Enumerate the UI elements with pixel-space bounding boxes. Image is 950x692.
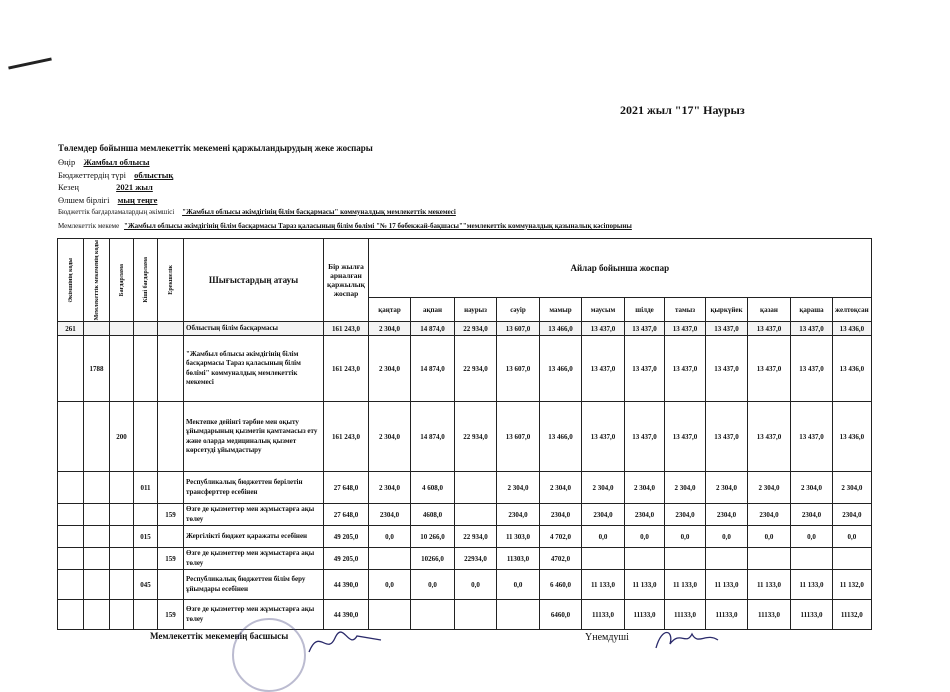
code-cell: 159	[158, 504, 184, 526]
expense-name-cell: Өзге де қызметтер мен жұмыстарға ақы төлеу	[184, 504, 324, 526]
period-row	[58, 182, 153, 192]
admin-value: "Жамбыл облысы әкімдігінің білім басқармасы" коммуналдық мемлекеттік мекемесі	[182, 208, 456, 216]
document-title: Төлемдер бойынша мемлекеттік мекемені қаржыландырудың жеке жоспары	[58, 143, 373, 153]
month-value-cell: 13 437,0	[706, 322, 748, 336]
document-date: 2021 жыл "17" Наурыз	[620, 103, 745, 117]
month-header: наурыз	[455, 298, 497, 322]
month-value-cell: 11 303,0	[497, 526, 540, 548]
month-header: қазан	[748, 298, 791, 322]
month-value-cell	[582, 548, 625, 570]
month-header: мамыр	[540, 298, 582, 322]
month-value-cell: 13 607,0	[497, 322, 540, 336]
expense-name-cell: Өзге де қызметтер мен жұмыстарға ақы төлеу	[184, 600, 324, 630]
month-value-cell: 11 133,0	[582, 570, 625, 600]
expense-name-cell: Республикалық бюджеттен білім беру ұйымдары есебінен	[184, 570, 324, 600]
code-cell: 261	[58, 322, 84, 336]
month-value-cell: 13 437,0	[791, 402, 833, 472]
month-value-cell: 2304,0	[791, 504, 833, 526]
month-value-cell: 0,0	[706, 526, 748, 548]
table-row	[58, 548, 872, 570]
table-row	[58, 600, 872, 630]
month-header: қараша	[791, 298, 833, 322]
month-value-cell: 0,0	[455, 570, 497, 600]
month-value-cell: 13 437,0	[665, 322, 706, 336]
budget-type-row	[58, 170, 173, 180]
period-label: Кезең	[58, 182, 79, 192]
admin-label: Бюджеттік бағдарламалардың әкімшісі	[58, 208, 175, 216]
month-value-cell	[455, 472, 497, 504]
month-value-cell: 13 466,0	[540, 336, 582, 402]
code-cell	[134, 600, 158, 630]
expense-name-cell: Өзге де қызметтер мен жұмыстарға ақы төлеу	[184, 548, 324, 570]
code-cell	[84, 322, 110, 336]
month-value-cell: 2 304,0	[369, 336, 411, 402]
budget-type-value: облыстық	[134, 170, 174, 180]
code-cell	[58, 548, 84, 570]
month-value-cell: 2304,0	[540, 504, 582, 526]
table-row	[58, 504, 872, 526]
code-cell	[84, 402, 110, 472]
month-value-cell: 22 934,0	[455, 402, 497, 472]
month-header: сәуір	[497, 298, 540, 322]
annual-plan-cell: 44 390,0	[324, 570, 369, 600]
code-cell	[110, 526, 134, 548]
code-cell: 159	[158, 600, 184, 630]
month-value-cell	[625, 548, 665, 570]
table-row	[58, 526, 872, 548]
month-value-cell: 11 133,0	[665, 570, 706, 600]
month-value-cell: 13 437,0	[706, 402, 748, 472]
code-cell: 011	[134, 472, 158, 504]
month-value-cell: 0,0	[791, 526, 833, 548]
month-header: тамыз	[665, 298, 706, 322]
month-value-cell: 22 934,0	[455, 322, 497, 336]
month-value-cell: 2 304,0	[833, 472, 872, 504]
header-monthly-plan: Айлар бойынша жоспар	[369, 239, 872, 298]
month-value-cell: 13 437,0	[665, 402, 706, 472]
code-cell	[158, 336, 184, 402]
month-value-cell: 13 436,0	[833, 402, 872, 472]
annual-plan-cell: 44 390,0	[324, 600, 369, 630]
month-header: қаңтар	[369, 298, 411, 322]
institution-value: "Жамбыл облысы әкімдігінің білім басқармасы Тараз қаласының білім бөлімі "№ 17 бөбекжай-бақшасы""мемлекеттік коммуналдық қазыналық кәсіпорыны	[123, 222, 632, 230]
code-cell	[158, 570, 184, 600]
month-value-cell: 6460,0	[540, 600, 582, 630]
code-cell	[58, 570, 84, 600]
month-value-cell: 11303,0	[497, 548, 540, 570]
expense-name-cell: "Жамбыл облысы әкімдігінің білім басқармасы Тараз қаласының білім бөлімі" коммуналдық мемлекеттік мекемесі	[184, 336, 324, 402]
month-value-cell: 13 466,0	[540, 402, 582, 472]
month-value-cell: 0,0	[369, 526, 411, 548]
header-subprogram: Кіші бағдарлама	[134, 239, 158, 322]
month-value-cell: 2 304,0	[582, 472, 625, 504]
code-cell	[84, 504, 110, 526]
month-value-cell: 13 437,0	[625, 322, 665, 336]
month-value-cell: 13 437,0	[625, 336, 665, 402]
annual-plan-cell: 161 243,0	[324, 322, 369, 336]
month-value-cell	[791, 548, 833, 570]
month-value-cell: 13 437,0	[791, 336, 833, 402]
unit-row	[58, 195, 157, 205]
month-value-cell: 11 132,0	[833, 570, 872, 600]
period-value: 2021 жыл	[116, 182, 153, 192]
code-cell	[58, 526, 84, 548]
month-value-cell: 13 437,0	[791, 322, 833, 336]
month-value-cell	[833, 548, 872, 570]
code-cell	[58, 504, 84, 526]
month-value-cell: 2304,0	[748, 504, 791, 526]
table-row	[58, 322, 872, 336]
month-value-cell: 2304,0	[665, 504, 706, 526]
code-cell	[134, 402, 158, 472]
code-cell	[110, 548, 134, 570]
month-value-cell: 13 607,0	[497, 336, 540, 402]
month-value-cell: 2 304,0	[369, 322, 411, 336]
month-value-cell: 13 437,0	[665, 336, 706, 402]
code-cell: 159	[158, 548, 184, 570]
month-value-cell: 4608,0	[411, 504, 455, 526]
month-value-cell	[369, 548, 411, 570]
code-cell	[58, 402, 84, 472]
month-value-cell: 13 437,0	[748, 402, 791, 472]
month-value-cell: 11 133,0	[791, 570, 833, 600]
header-admin-code: Әкімшінің коды	[58, 239, 84, 322]
month-value-cell: 13 437,0	[582, 336, 625, 402]
month-value-cell	[748, 548, 791, 570]
month-value-cell	[455, 504, 497, 526]
month-value-cell: 11133,0	[748, 600, 791, 630]
code-cell	[110, 504, 134, 526]
month-header: ақпан	[411, 298, 455, 322]
annual-plan-cell: 49 205,0	[324, 526, 369, 548]
month-value-cell: 13 466,0	[540, 322, 582, 336]
code-cell	[110, 336, 134, 402]
director-signature-label: Мемлекеттік мекеменің басшысы	[150, 631, 289, 641]
code-cell	[110, 600, 134, 630]
month-value-cell: 2304,0	[706, 504, 748, 526]
month-value-cell: 2 304,0	[791, 472, 833, 504]
month-value-cell: 2 304,0	[497, 472, 540, 504]
code-cell	[158, 402, 184, 472]
code-cell	[84, 600, 110, 630]
month-value-cell: 2304,0	[369, 504, 411, 526]
month-value-cell: 11133,0	[706, 600, 748, 630]
code-cell	[110, 570, 134, 600]
code-cell	[58, 336, 84, 402]
month-value-cell: 22934,0	[455, 548, 497, 570]
month-value-cell: 14 874,0	[411, 336, 455, 402]
month-value-cell: 11 133,0	[625, 570, 665, 600]
month-header: желтоқсан	[833, 298, 872, 322]
code-cell	[134, 322, 158, 336]
region-label: Өңір	[58, 157, 76, 167]
month-value-cell: 0,0	[665, 526, 706, 548]
code-cell	[58, 600, 84, 630]
annual-plan-cell: 27 648,0	[324, 504, 369, 526]
code-cell	[84, 526, 110, 548]
code-cell: 200	[110, 402, 134, 472]
month-value-cell: 2 304,0	[540, 472, 582, 504]
code-cell	[84, 472, 110, 504]
month-header: маусым	[582, 298, 625, 322]
code-cell	[158, 322, 184, 336]
month-value-cell: 11133,0	[582, 600, 625, 630]
month-value-cell: 0,0	[625, 526, 665, 548]
month-value-cell: 14 874,0	[411, 322, 455, 336]
expense-name-cell: Республикалық бюджеттен берілетін трансферттер есебінен	[184, 472, 324, 504]
month-value-cell: 22 934,0	[455, 526, 497, 548]
month-value-cell: 4702,0	[540, 548, 582, 570]
annual-plan-cell: 49 205,0	[324, 548, 369, 570]
month-value-cell: 11132,0	[833, 600, 872, 630]
code-cell	[158, 526, 184, 548]
institution-row	[58, 222, 632, 230]
month-value-cell: 13 437,0	[748, 336, 791, 402]
unit-label: Өлшем бірлігі	[58, 195, 110, 205]
scan-mark	[8, 57, 52, 69]
month-value-cell: 2304,0	[582, 504, 625, 526]
month-value-cell: 13 436,0	[833, 322, 872, 336]
code-cell	[84, 570, 110, 600]
month-value-cell: 13 437,0	[582, 402, 625, 472]
annual-plan-cell: 27 648,0	[324, 472, 369, 504]
code-cell	[134, 504, 158, 526]
code-cell	[110, 322, 134, 336]
month-value-cell	[411, 600, 455, 630]
unit-value: мың теңге	[117, 195, 158, 205]
month-value-cell: 11133,0	[665, 600, 706, 630]
month-value-cell: 4 702,0	[540, 526, 582, 548]
month-value-cell: 11133,0	[791, 600, 833, 630]
header-annual-plan: Бір жылға арналған қаржылық жоспар	[324, 239, 369, 322]
month-value-cell	[665, 548, 706, 570]
month-value-cell: 2304,0	[625, 504, 665, 526]
table-row	[58, 570, 872, 600]
month-value-cell: 10266,0	[411, 548, 455, 570]
financing-plan-table	[57, 238, 872, 630]
month-value-cell: 0,0	[369, 570, 411, 600]
region-row	[58, 157, 150, 167]
month-value-cell: 2 304,0	[369, 472, 411, 504]
header-expense-name: Шығыстардың атауы	[184, 239, 324, 322]
month-value-cell	[497, 600, 540, 630]
expense-name-cell: Мектепке дейінгі тәрбие мен оқыту ұйымдарының қызметін қамтамасыз ету және оларда медициналық қызмет көрсетуді ұйымдастыру	[184, 402, 324, 472]
table-row	[58, 472, 872, 504]
month-value-cell: 13 436,0	[833, 336, 872, 402]
annual-plan-cell: 161 243,0	[324, 402, 369, 472]
annual-plan-cell: 161 243,0	[324, 336, 369, 402]
month-value-cell: 13 437,0	[706, 336, 748, 402]
table-body	[58, 322, 872, 630]
month-value-cell: 11 133,0	[748, 570, 791, 600]
table-row	[58, 336, 872, 402]
month-value-cell: 14 874,0	[411, 402, 455, 472]
expense-name-cell: Жергілікті бюджет қаражаты есебінен	[184, 526, 324, 548]
budget-type-label: Бюджеттердің түрі	[58, 170, 126, 180]
accountant-signature	[652, 620, 722, 660]
month-value-cell: 2304,0	[833, 504, 872, 526]
table-row	[58, 402, 872, 472]
month-value-cell: 13 437,0	[748, 322, 791, 336]
month-value-cell: 11 133,0	[706, 570, 748, 600]
header-specifics: Ерекшелік	[158, 239, 184, 322]
month-value-cell: 13 437,0	[582, 322, 625, 336]
code-cell	[134, 336, 158, 402]
month-value-cell: 0,0	[833, 526, 872, 548]
accountant-signature-label: Үнемдуші	[585, 632, 629, 643]
month-value-cell: 2 304,0	[369, 402, 411, 472]
month-value-cell: 6 460,0	[540, 570, 582, 600]
month-value-cell: 0,0	[497, 570, 540, 600]
director-signature	[305, 622, 385, 662]
month-value-cell: 0,0	[748, 526, 791, 548]
month-value-cell: 4 608,0	[411, 472, 455, 504]
month-value-cell: 13 607,0	[497, 402, 540, 472]
code-cell	[158, 472, 184, 504]
month-value-cell: 22 934,0	[455, 336, 497, 402]
code-cell: 1788	[84, 336, 110, 402]
month-value-cell: 2 304,0	[625, 472, 665, 504]
month-header: қыркүйек	[706, 298, 748, 322]
month-value-cell: 0,0	[411, 570, 455, 600]
expense-name-cell: Облыстың білім басқармасы	[184, 322, 324, 336]
official-stamp	[232, 618, 306, 692]
month-value-cell: 2 304,0	[665, 472, 706, 504]
region-value: Жамбыл облысы	[83, 157, 150, 167]
code-cell: 015	[134, 526, 158, 548]
month-value-cell: 10 266,0	[411, 526, 455, 548]
month-value-cell: 13 437,0	[625, 402, 665, 472]
month-value-cell: 2 304,0	[748, 472, 791, 504]
code-cell	[134, 548, 158, 570]
admin-row	[58, 208, 456, 216]
month-header: шілде	[625, 298, 665, 322]
header-institution-code: Мемлекеттік мекеменің коды	[84, 239, 110, 322]
month-value-cell: 2304,0	[497, 504, 540, 526]
month-value-cell: 11133,0	[625, 600, 665, 630]
month-value-cell: 0,0	[582, 526, 625, 548]
month-value-cell	[455, 600, 497, 630]
institution-label: Мемлекеттік мекеме	[58, 222, 120, 230]
code-cell: 045	[134, 570, 158, 600]
code-cell	[84, 548, 110, 570]
header-program: Бағдарлама	[110, 239, 134, 322]
code-cell	[58, 472, 84, 504]
month-value-cell: 2 304,0	[706, 472, 748, 504]
code-cell	[110, 472, 134, 504]
month-value-cell	[706, 548, 748, 570]
